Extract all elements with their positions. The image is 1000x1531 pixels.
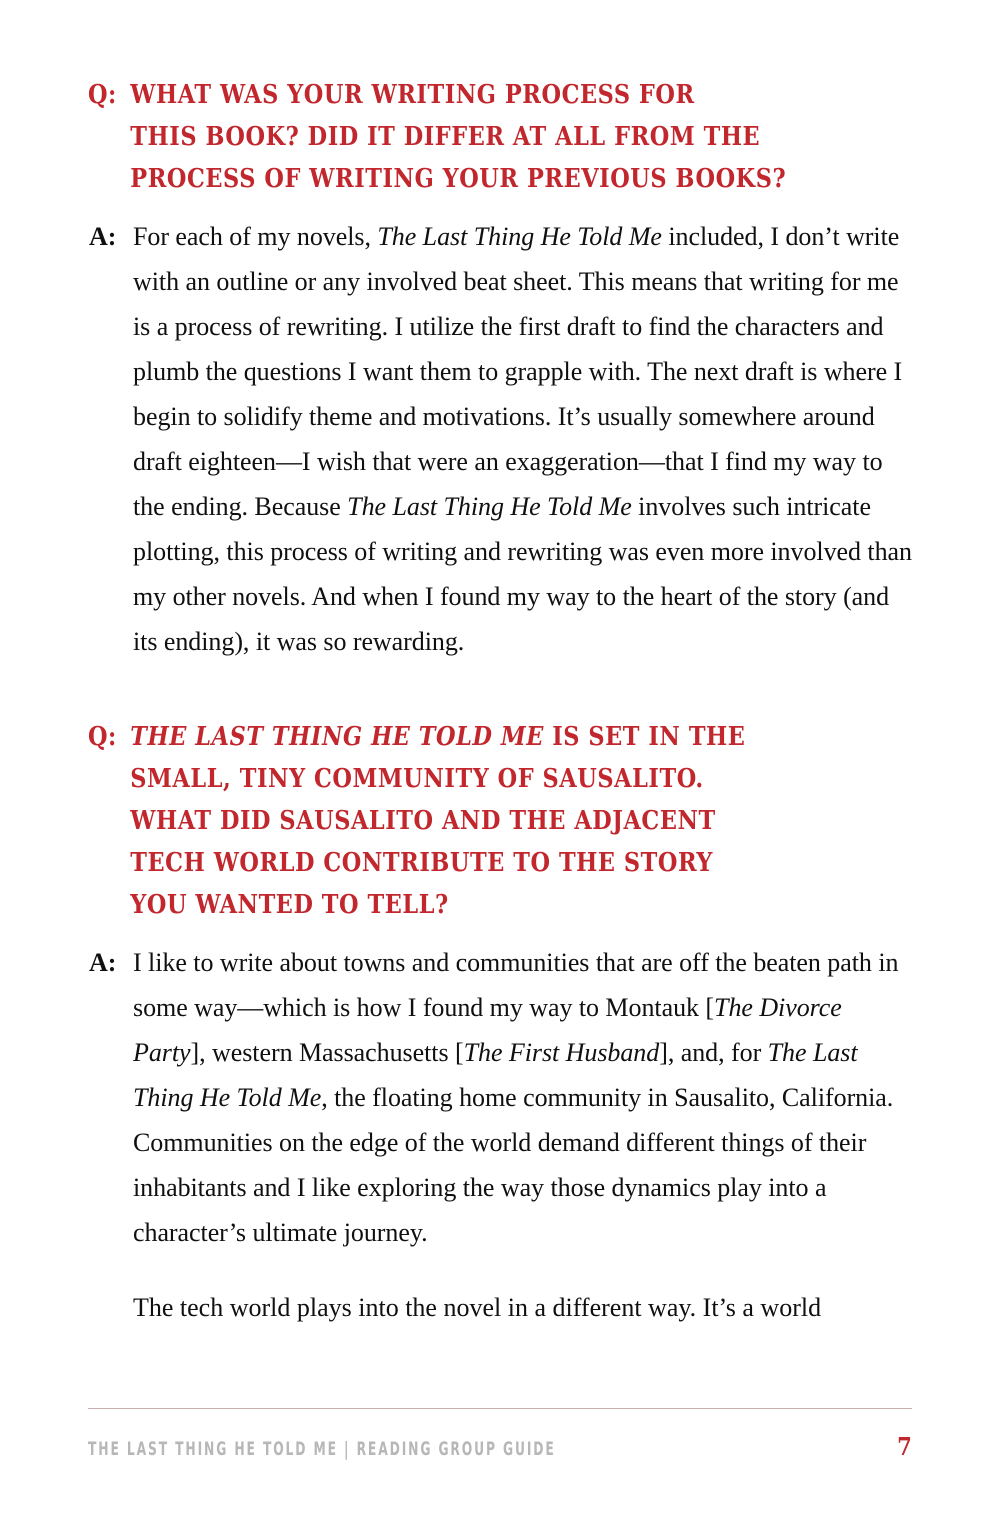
qa-block-1	[88, 74, 912, 664]
spacer	[88, 1255, 912, 1285]
question-line-2-2: SMALL, TINY COMMUNITY OF SAUSALITO.	[130, 763, 704, 794]
answer-1-seg-2: included, I don’t write with an outline or any involved beat sheet. This means that writing for me is a process of rewriting. I utilize the first draft to find the characters and plumb the questions I want them to grapple with. The next draft is where I begin to solidify theme and motivations. It’s usually somewhere around draft eighteen—I wish that were an exaggeration—that I find my way to the ending. Because	[133, 222, 903, 521]
page-number: 7	[896, 1432, 912, 1461]
page-content	[88, 74, 912, 1330]
question-marker-1: Q:	[88, 79, 117, 110]
question-line-2-5: YOU WANTED TO TELL?	[130, 889, 449, 920]
footer-running-title: THE LAST THING HE TOLD ME | READING GROUP GUIDE	[88, 1438, 556, 1460]
footer-divider	[88, 1408, 912, 1409]
continuation-paragraph: The tech world plays into the novel in a different way. It’s a world	[133, 1293, 822, 1322]
question-line-1-3: PROCESS OF WRITING YOUR PREVIOUS BOOKS?	[130, 163, 787, 194]
answer-2-seg-5: The Last Thing He Told Me	[133, 1038, 858, 1112]
answer-2-seg-0: I like to write about towns and communities that are off the beaten path in some way—which is how I found my way to Montauk [	[133, 948, 899, 1022]
question-heading-1	[88, 74, 863, 200]
question-line-1-2: THIS BOOK? DID IT DIFFER AT ALL FROM THE	[130, 121, 761, 152]
question-heading-2	[88, 716, 863, 926]
answer-2-seg-3: The First Husband	[463, 1038, 660, 1067]
question-line-1-1: WHAT WAS YOUR WRITING PROCESS FOR	[130, 79, 695, 110]
question-line-2-4: TECH WORLD CONTRIBUTE TO THE STORY	[130, 847, 713, 878]
answer-1-seg-3: The Last Thing He Told Me	[347, 492, 632, 521]
answer-2-seg-4: ], and, for	[659, 1038, 768, 1067]
answer-paragraph-1	[88, 214, 912, 664]
spacer	[88, 664, 912, 716]
page-footer	[88, 1408, 912, 1461]
spacer	[88, 926, 912, 940]
answer-2-seg-2: ], western Massachusetts [	[190, 1038, 464, 1067]
qa-block-2	[88, 716, 912, 1330]
footer-row	[88, 1432, 912, 1461]
spacer	[88, 200, 912, 214]
answer-2-seg-6: , the floating home community in Sausalito, California. Communities on the edge of the world demand different things of their inhabitants and I like exploring the way those dynamics play into a character’s ultimate journey.	[133, 1083, 894, 1247]
question-line-2-3: WHAT DID SAUSALITO AND THE ADJACENT	[130, 805, 716, 836]
question-2-title: THE LAST THING HE TOLD ME	[130, 721, 544, 752]
question-2-line1-rest: IS SET IN THE	[543, 721, 746, 752]
answer-marker-2: A:	[89, 948, 117, 977]
answer-1-seg-1: The Last Thing He Told Me	[377, 222, 662, 251]
answer-paragraph-2	[88, 940, 912, 1255]
answer-marker-1: A:	[89, 222, 117, 251]
question-marker-2: Q:	[88, 721, 117, 752]
answer-1-seg-4: involves such intricate plotting, this process of writing and rewriting was even more involved than my other novels. And when I found my way to the heart of the story (and its ending), it was so rewarding.	[133, 492, 912, 656]
answer-1-seg-0: For each of my novels,	[133, 222, 378, 251]
answer-2-seg-1: The Divorce Party	[133, 993, 842, 1067]
